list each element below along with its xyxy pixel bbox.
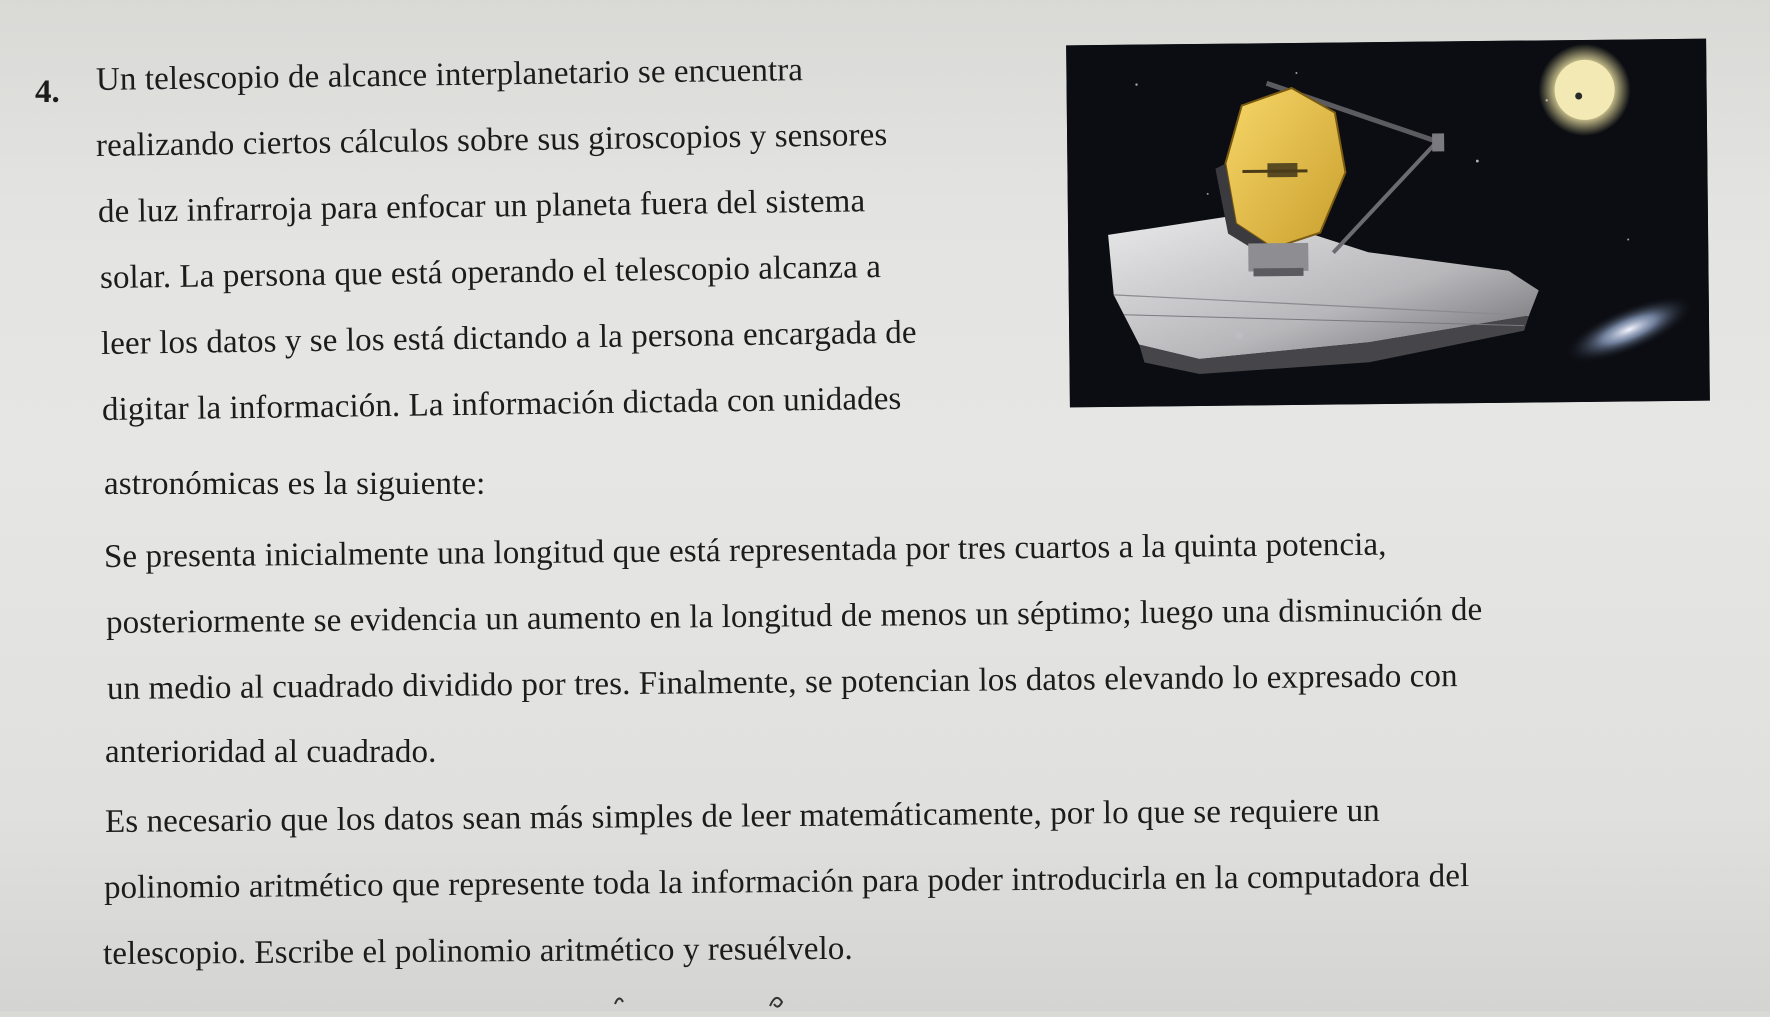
intro-line-3: de luz infrarroja para enfocar un planeta fuera del sistema [97,183,866,230]
intro-line-5: leer los datos y se los está dictando a la persona encargada de [100,314,917,362]
space-telescope-image [1066,39,1710,408]
problem-number: 4. [35,74,60,110]
data-line-1: Se presenta inicialmente una longitud que está representada por tres cuartos a la quinta potencia, [103,526,1387,575]
space-telescope-illustration [1066,39,1710,408]
data-line-2: posteriormente se evidencia un aumento en la longitud de menos un séptimo; luego una disminución de [105,591,1483,641]
intro-line-1: Un telescopio de alcance interplanetario se encuentra [95,52,804,98]
data-line-3: un medio al cuadrado dividido por tres. Finalmente, se potencian los datos elevando lo expresado con [106,658,1458,707]
intro-line-4: solar. La persona que está operando el telescopio alcanza a [99,249,882,296]
intro-line-6: digitar la información. La información dictada con unidades [101,380,902,428]
pen-mark-shapes [610,986,810,1010]
intro-line-7: astronómicas es la siguiente: [104,466,486,502]
data-line-4: anterioridad al cuadrado. [105,734,437,770]
task-line-3: telescopio. Escribe el polinomio aritmético y resuélvelo. [102,930,853,972]
footer-pen-marks [610,986,810,1017]
task-line-2: polinomio aritmético que represente toda la información para poder introducirla en la computadora del [103,858,1470,906]
intro-line-2: realizando ciertos cálculos sobre sus giroscopios y sensores [95,116,888,164]
task-line-1: Es necesario que los datos sean más simples de leer matemáticamente, por lo que se requiere un [104,792,1380,840]
